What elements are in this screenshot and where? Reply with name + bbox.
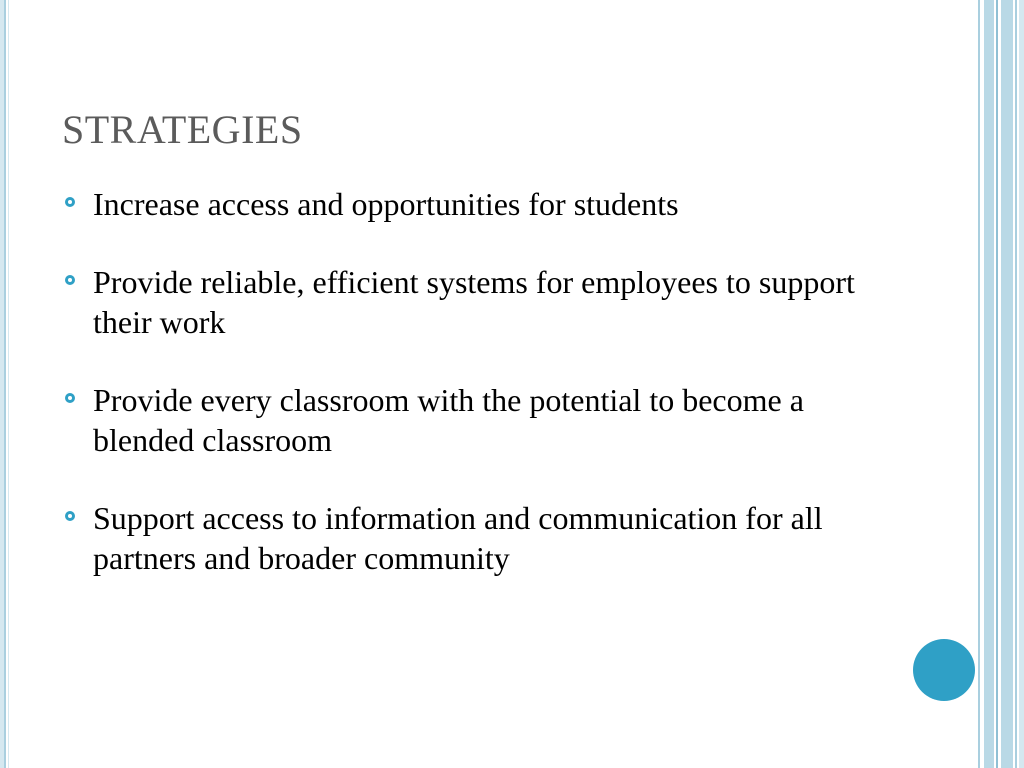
bullet-text: Provide reliable, efficient systems for employees to support their work [93, 264, 855, 340]
bullet-list [62, 184, 892, 616]
right-border-line [996, 0, 998, 768]
slide-title: STRATEGIES [62, 107, 303, 152]
left-border-thin-line [8, 0, 9, 768]
bullet-item [62, 184, 892, 224]
right-border-band [984, 0, 994, 768]
right-border-band [1001, 0, 1013, 768]
ring-bullet-icon [65, 275, 75, 285]
right-border-line [978, 0, 980, 768]
bullet-text: Support access to information and communication for all partners and broader community [93, 500, 823, 576]
bullet-item [62, 380, 892, 460]
bullet-item [62, 498, 892, 578]
right-border-line [1015, 0, 1017, 768]
bullet-text: Provide every classroom with the potential to become a blended classroom [93, 382, 804, 458]
ring-bullet-icon [65, 393, 75, 403]
bullet-text: Increase access and opportunities for students [93, 186, 679, 222]
left-border-line [4, 0, 6, 768]
bullet-item [62, 262, 892, 342]
circle-accent-decoration [913, 639, 975, 701]
ring-bullet-icon [65, 197, 75, 207]
ring-bullet-icon [65, 511, 75, 521]
right-border-band [1019, 0, 1024, 768]
